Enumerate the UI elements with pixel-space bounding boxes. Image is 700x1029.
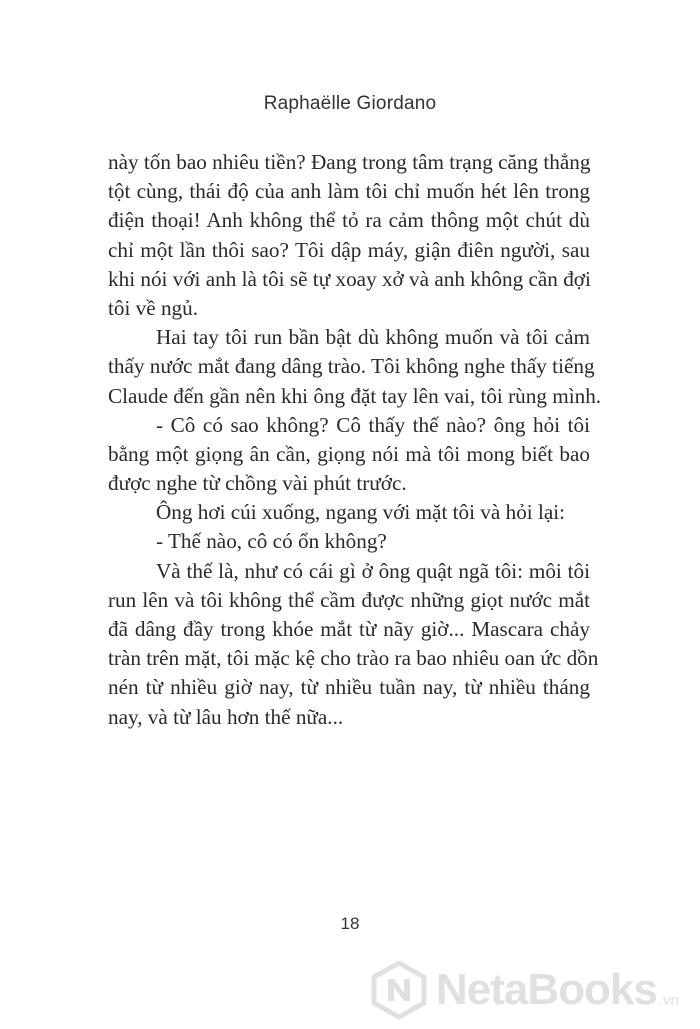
text-line: - Cô có sao không? Cô thấy thế nào? ông hỏi tôi: [156, 412, 590, 437]
text-line: bằng một giọng ân cần, giọng nói mà tôi mong biết bao: [108, 441, 590, 466]
running-head: Raphaëlle Giordano: [263, 93, 437, 114]
watermark: [368, 955, 690, 1025]
text-line: - Thế nào, cô có ổn không?: [156, 529, 387, 554]
text-line: Claude đến gần nên khi ông đặt tay lên vai, tôi rùng mình.: [108, 383, 602, 408]
text-line: tột cùng, thái độ của anh làm tôi chỉ muốn hét lên trong: [108, 179, 590, 204]
text-line: Hai tay tôi run bần bật dù không muốn và tôi cảm: [156, 325, 590, 350]
page-number: 18: [340, 914, 360, 933]
text-line: khi nói với anh là tôi sẽ tự xoay xở và anh không cần đợi: [108, 266, 591, 291]
text-line: tràn trên mặt, tôi mặc kệ cho trào ra bao nhiêu oan ức dồn: [108, 646, 599, 671]
text-line: Ông hơi cúi xuống, ngang với mặt tôi và hỏi lại:: [156, 500, 566, 525]
text-line: được nghe từ chồng vài phút trước.: [108, 471, 407, 496]
text-line: điện thoại! Anh không thể tỏ ra cảm thông một chút dù: [108, 208, 590, 233]
text-line: nay, và từ lâu hơn thế nữa...: [108, 704, 344, 729]
page-body: [108, 148, 602, 732]
text-line: chỉ một lần thôi sao? Tôi dập máy, giận điên người, sau: [108, 237, 590, 262]
text-line: nén từ nhiều giờ nay, từ nhiều tuần nay, từ nhiều tháng: [108, 675, 590, 700]
text-line: tôi về ngủ.: [108, 295, 199, 320]
netabooks-logo-icon: [368, 959, 430, 1021]
watermark-brand: NetaBooks: [436, 965, 657, 1014]
text-line: thấy nước mắt đang dâng trào. Tôi không nghe thấy tiếng: [108, 354, 595, 379]
watermark-suffix: .vn: [658, 992, 679, 1009]
text-line: run lên và tôi không thể cầm được những giọt nước mắt: [108, 587, 590, 612]
text-line: Và thế là, như có cái gì ở ông quật ngã tôi: môi tôi: [156, 558, 590, 583]
text-line: đã dâng đầy trong khóe mắt từ nãy giờ... Mascara chảy: [108, 617, 590, 641]
text-line: này tốn bao nhiêu tiền? Đang trong tâm trạng căng thẳng: [108, 150, 591, 174]
